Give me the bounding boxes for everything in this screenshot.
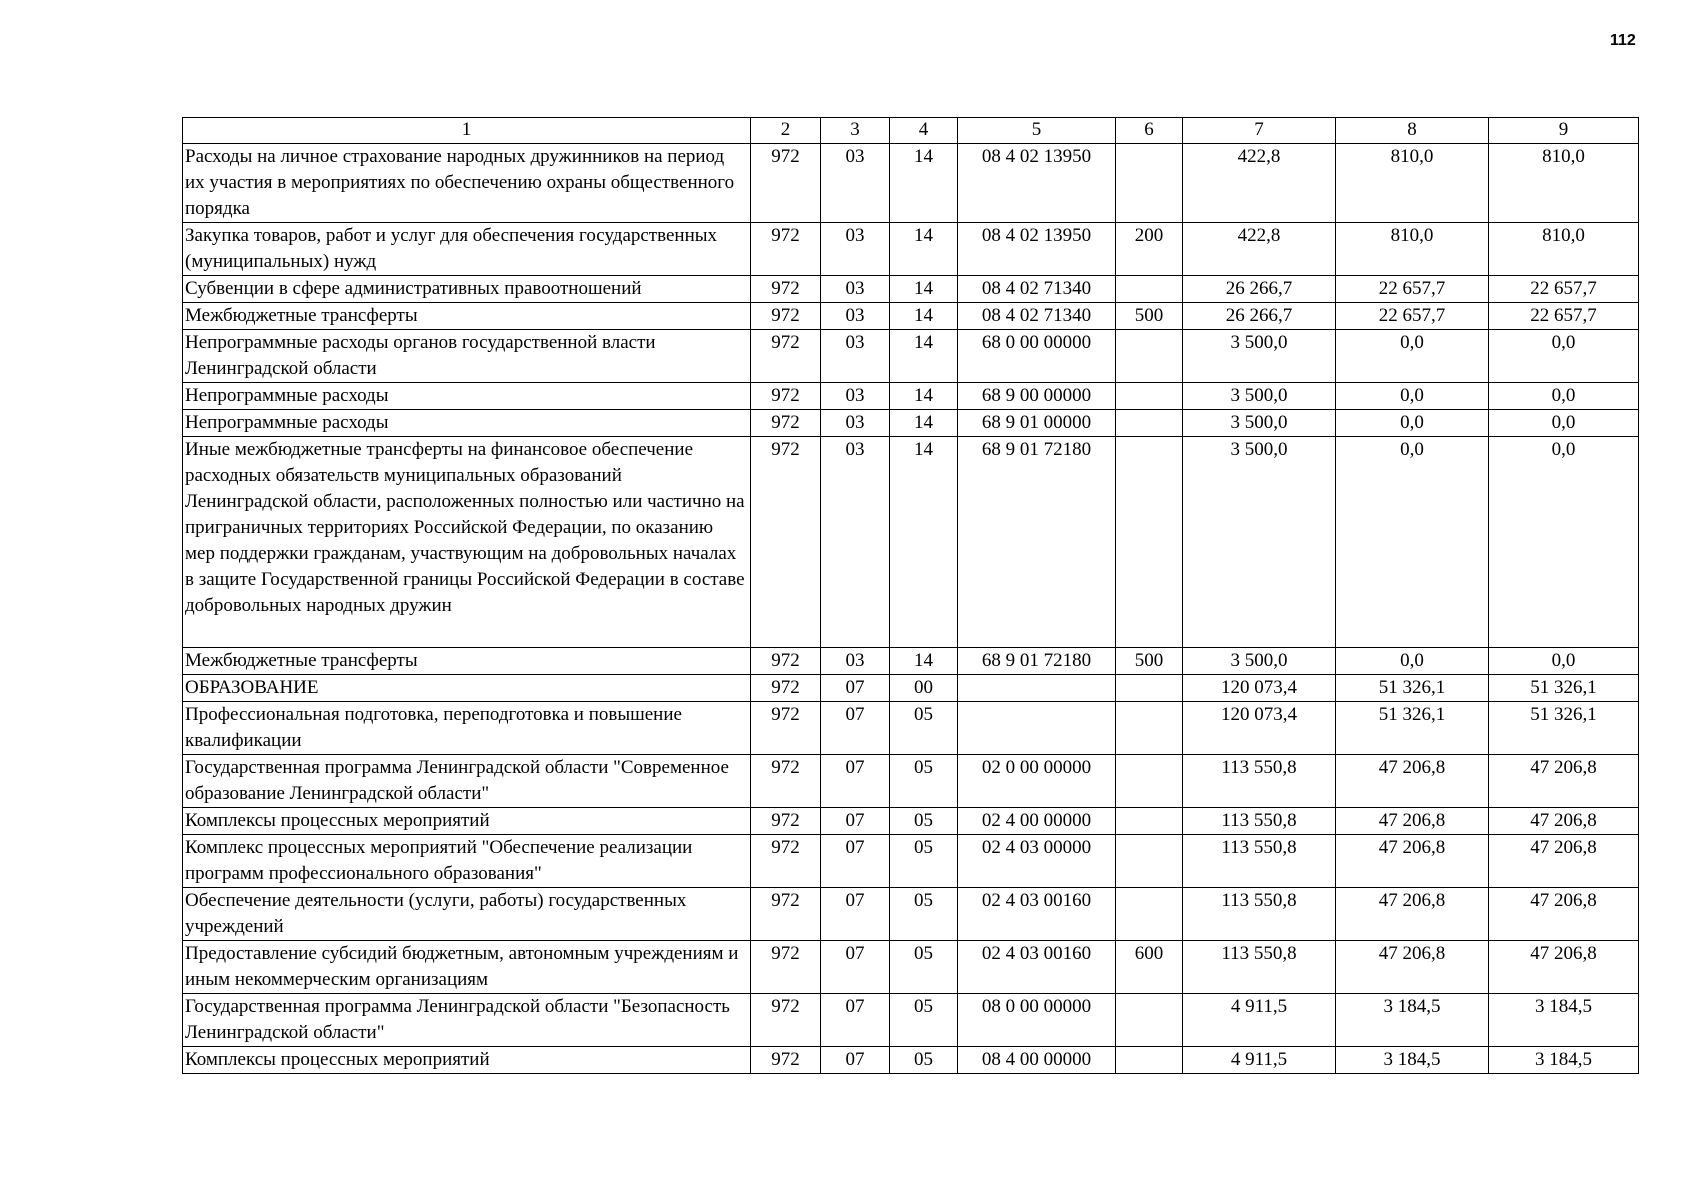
- row-code-2: 972: [751, 941, 821, 994]
- budget-table: [182, 117, 1639, 1074]
- row-name: Непрограммные расходы: [183, 410, 751, 437]
- row-value-7: 113 550,8: [1183, 941, 1336, 994]
- page-number: 112: [1610, 32, 1636, 49]
- row-code-3: 07: [821, 755, 890, 808]
- table-row: [183, 702, 1639, 755]
- row-name: Субвенции в сфере административных правоотношений: [183, 276, 751, 303]
- row-code-3: 03: [821, 437, 890, 648]
- col-header-5: 5: [958, 118, 1116, 144]
- row-name: Комплексы процессных мероприятий: [183, 808, 751, 835]
- row-code-4: 05: [890, 888, 958, 941]
- row-name: Непрограммные расходы: [183, 383, 751, 410]
- row-code-5: 02 4 00 00000: [958, 808, 1116, 835]
- row-value-9: 47 206,8: [1489, 888, 1639, 941]
- row-code-6: [1116, 755, 1183, 808]
- row-value-7: 3 500,0: [1183, 648, 1336, 675]
- row-code-3: 03: [821, 303, 890, 330]
- row-code-4: 05: [890, 755, 958, 808]
- row-code-5: 08 0 00 00000: [958, 994, 1116, 1047]
- row-value-8: 47 206,8: [1336, 835, 1489, 888]
- row-code-4: 05: [890, 994, 958, 1047]
- table-row: [183, 648, 1639, 675]
- row-value-7: 120 073,4: [1183, 702, 1336, 755]
- col-header-3: 3: [821, 118, 890, 144]
- row-code-6: [1116, 276, 1183, 303]
- row-value-9: 0,0: [1489, 648, 1639, 675]
- table-body: [183, 144, 1639, 1074]
- row-value-9: 51 326,1: [1489, 675, 1639, 702]
- row-code-3: 07: [821, 702, 890, 755]
- row-code-6: [1116, 888, 1183, 941]
- row-value-8: 0,0: [1336, 330, 1489, 383]
- row-code-6: [1116, 835, 1183, 888]
- row-code-6: [1116, 410, 1183, 437]
- row-code-2: 972: [751, 755, 821, 808]
- row-code-6: [1116, 437, 1183, 648]
- row-code-5: 68 9 01 00000: [958, 410, 1116, 437]
- row-code-6: [1116, 994, 1183, 1047]
- row-code-2: 972: [751, 648, 821, 675]
- col-header-1: 1: [183, 118, 751, 144]
- row-code-2: 972: [751, 276, 821, 303]
- row-value-7: 3 500,0: [1183, 383, 1336, 410]
- table-row: [183, 675, 1639, 702]
- row-value-7: 26 266,7: [1183, 303, 1336, 330]
- row-code-6: [1116, 144, 1183, 223]
- row-code-6: [1116, 330, 1183, 383]
- row-code-2: 972: [751, 675, 821, 702]
- row-code-2: 972: [751, 383, 821, 410]
- row-code-4: 05: [890, 808, 958, 835]
- table-row: [183, 808, 1639, 835]
- row-name: Государственная программа Ленинградской области "Безопасность Ленинградской области": [183, 994, 751, 1047]
- row-code-5: 08 4 02 71340: [958, 276, 1116, 303]
- row-value-7: 4 911,5: [1183, 1047, 1336, 1074]
- row-code-2: 972: [751, 410, 821, 437]
- row-value-9: 3 184,5: [1489, 994, 1639, 1047]
- table-header: [183, 118, 1639, 144]
- row-code-5: 02 4 03 00160: [958, 888, 1116, 941]
- col-header-6: 6: [1116, 118, 1183, 144]
- row-value-8: 47 206,8: [1336, 941, 1489, 994]
- row-name: Комплексы процессных мероприятий: [183, 1047, 751, 1074]
- row-value-8: 47 206,8: [1336, 808, 1489, 835]
- row-name: Расходы на личное страхование народных дружинников на период их участия в мероприятиях по обеспечению охраны общественного порядка: [183, 144, 751, 223]
- row-code-4: 14: [890, 648, 958, 675]
- table-row: [183, 383, 1639, 410]
- row-code-3: 03: [821, 383, 890, 410]
- row-code-2: 972: [751, 223, 821, 276]
- col-header-4: 4: [890, 118, 958, 144]
- row-code-3: 07: [821, 835, 890, 888]
- row-value-7: 113 550,8: [1183, 835, 1336, 888]
- row-code-3: 07: [821, 808, 890, 835]
- row-value-7: 113 550,8: [1183, 755, 1336, 808]
- row-code-3: 03: [821, 144, 890, 223]
- row-code-5: 08 4 02 13950: [958, 223, 1116, 276]
- row-value-9: 22 657,7: [1489, 303, 1639, 330]
- row-code-2: 972: [751, 702, 821, 755]
- row-code-5: 68 0 00 00000: [958, 330, 1116, 383]
- row-code-2: 972: [751, 144, 821, 223]
- row-value-8: 22 657,7: [1336, 276, 1489, 303]
- row-value-9: 810,0: [1489, 223, 1639, 276]
- row-code-6: [1116, 675, 1183, 702]
- row-value-9: 47 206,8: [1489, 808, 1639, 835]
- row-code-4: 14: [890, 437, 958, 648]
- row-code-4: 14: [890, 144, 958, 223]
- row-code-2: 972: [751, 888, 821, 941]
- row-code-2: 972: [751, 1047, 821, 1074]
- table-row: [183, 330, 1639, 383]
- row-code-6: 200: [1116, 223, 1183, 276]
- row-code-5: 02 4 03 00000: [958, 835, 1116, 888]
- table-row: [183, 144, 1639, 223]
- row-value-7: 4 911,5: [1183, 994, 1336, 1047]
- row-code-2: 972: [751, 330, 821, 383]
- row-value-7: 422,8: [1183, 223, 1336, 276]
- row-value-8: 0,0: [1336, 437, 1489, 648]
- row-code-5: [958, 675, 1116, 702]
- row-value-9: 47 206,8: [1489, 755, 1639, 808]
- row-value-8: 0,0: [1336, 648, 1489, 675]
- row-code-2: 972: [751, 303, 821, 330]
- row-value-9: 0,0: [1489, 330, 1639, 383]
- row-value-8: 0,0: [1336, 383, 1489, 410]
- row-code-4: 00: [890, 675, 958, 702]
- row-code-2: 972: [751, 437, 821, 648]
- row-name: Межбюджетные трансферты: [183, 303, 751, 330]
- row-code-3: 03: [821, 223, 890, 276]
- row-code-4: 05: [890, 702, 958, 755]
- row-code-4: 14: [890, 276, 958, 303]
- row-value-9: 0,0: [1489, 410, 1639, 437]
- row-code-3: 03: [821, 648, 890, 675]
- row-code-5: [958, 702, 1116, 755]
- row-value-7: 113 550,8: [1183, 888, 1336, 941]
- row-code-3: 07: [821, 675, 890, 702]
- row-value-7: 113 550,8: [1183, 808, 1336, 835]
- row-code-2: 972: [751, 808, 821, 835]
- row-code-6: 500: [1116, 648, 1183, 675]
- row-code-3: 07: [821, 941, 890, 994]
- row-value-8: 47 206,8: [1336, 888, 1489, 941]
- row-value-8: 22 657,7: [1336, 303, 1489, 330]
- row-code-3: 03: [821, 330, 890, 383]
- row-code-6: [1116, 383, 1183, 410]
- row-code-4: 14: [890, 410, 958, 437]
- row-code-6: [1116, 1047, 1183, 1074]
- row-code-6: [1116, 808, 1183, 835]
- col-header-7: 7: [1183, 118, 1336, 144]
- row-value-8: 810,0: [1336, 144, 1489, 223]
- row-name: Иные межбюджетные трансферты на финансовое обеспечение расходных обязательств муниципальных образований Ленинградской области, расположенных полностью или частично на приграничных территориях Российской Федерации, по оказанию мер поддержки гражданам, участвующим на добровольных началах в защите Государственной границы Российской Федерации в составе добровольных народных дружин: [183, 437, 751, 648]
- row-value-8: 3 184,5: [1336, 1047, 1489, 1074]
- row-value-9: 47 206,8: [1489, 941, 1639, 994]
- row-value-7: 3 500,0: [1183, 437, 1336, 648]
- row-value-9: 810,0: [1489, 144, 1639, 223]
- row-code-4: 05: [890, 835, 958, 888]
- row-name: Комплекс процессных мероприятий "Обеспечение реализации программ профессионального образования": [183, 835, 751, 888]
- row-name: Обеспечение деятельности (услуги, работы) государственных учреждений: [183, 888, 751, 941]
- row-value-7: 3 500,0: [1183, 410, 1336, 437]
- row-value-8: 47 206,8: [1336, 755, 1489, 808]
- table-row: [183, 437, 1639, 648]
- table-row: [183, 276, 1639, 303]
- row-value-9: 47 206,8: [1489, 835, 1639, 888]
- row-code-6: 600: [1116, 941, 1183, 994]
- row-code-3: 07: [821, 994, 890, 1047]
- table-row: [183, 888, 1639, 941]
- row-value-7: 3 500,0: [1183, 330, 1336, 383]
- table-row: [183, 941, 1639, 994]
- row-name: Профессиональная подготовка, переподготовка и повышение квалификации: [183, 702, 751, 755]
- row-code-5: 68 9 01 72180: [958, 648, 1116, 675]
- table-row: [183, 410, 1639, 437]
- table-row: [183, 835, 1639, 888]
- row-code-3: 03: [821, 276, 890, 303]
- row-code-2: 972: [751, 835, 821, 888]
- row-code-4: 05: [890, 941, 958, 994]
- row-value-7: 120 073,4: [1183, 675, 1336, 702]
- row-code-4: 05: [890, 1047, 958, 1074]
- row-value-8: 0,0: [1336, 410, 1489, 437]
- row-code-5: 08 4 00 00000: [958, 1047, 1116, 1074]
- row-code-5: 08 4 02 71340: [958, 303, 1116, 330]
- col-header-9: 9: [1489, 118, 1639, 144]
- row-code-3: 07: [821, 888, 890, 941]
- row-value-9: 51 326,1: [1489, 702, 1639, 755]
- row-value-8: 3 184,5: [1336, 994, 1489, 1047]
- row-code-2: 972: [751, 994, 821, 1047]
- table-row: [183, 994, 1639, 1047]
- row-code-5: 68 9 01 72180: [958, 437, 1116, 648]
- table-row: [183, 303, 1639, 330]
- row-value-9: 3 184,5: [1489, 1047, 1639, 1074]
- col-header-8: 8: [1336, 118, 1489, 144]
- table-row: [183, 223, 1639, 276]
- row-name: Государственная программа Ленинградской области "Современное образование Ленинградской области": [183, 755, 751, 808]
- row-code-4: 14: [890, 223, 958, 276]
- row-code-5: 02 4 03 00160: [958, 941, 1116, 994]
- row-value-8: 51 326,1: [1336, 675, 1489, 702]
- row-code-4: 14: [890, 330, 958, 383]
- row-value-9: 0,0: [1489, 383, 1639, 410]
- row-value-8: 51 326,1: [1336, 702, 1489, 755]
- row-code-6: 500: [1116, 303, 1183, 330]
- row-value-7: 422,8: [1183, 144, 1336, 223]
- row-value-9: 22 657,7: [1489, 276, 1639, 303]
- col-header-2: 2: [751, 118, 821, 144]
- row-code-5: 08 4 02 13950: [958, 144, 1116, 223]
- row-name: Межбюджетные трансферты: [183, 648, 751, 675]
- table-row: [183, 1047, 1639, 1074]
- row-code-3: 07: [821, 1047, 890, 1074]
- row-value-8: 810,0: [1336, 223, 1489, 276]
- row-code-4: 14: [890, 383, 958, 410]
- row-code-5: 02 0 00 00000: [958, 755, 1116, 808]
- row-value-7: 26 266,7: [1183, 276, 1336, 303]
- row-name: Непрограммные расходы органов государственной власти Ленинградской области: [183, 330, 751, 383]
- header-row: [183, 118, 1639, 144]
- row-code-4: 14: [890, 303, 958, 330]
- row-value-9: 0,0: [1489, 437, 1639, 648]
- row-code-5: 68 9 00 00000: [958, 383, 1116, 410]
- row-code-6: [1116, 702, 1183, 755]
- row-name: ОБРАЗОВАНИЕ: [183, 675, 751, 702]
- row-name: Закупка товаров, работ и услуг для обеспечения государственных (муниципальных) нужд: [183, 223, 751, 276]
- row-code-3: 03: [821, 410, 890, 437]
- table-row: [183, 755, 1639, 808]
- row-name: Предоставление субсидий бюджетным, автономным учреждениям и иным некоммерческим организациям: [183, 941, 751, 994]
